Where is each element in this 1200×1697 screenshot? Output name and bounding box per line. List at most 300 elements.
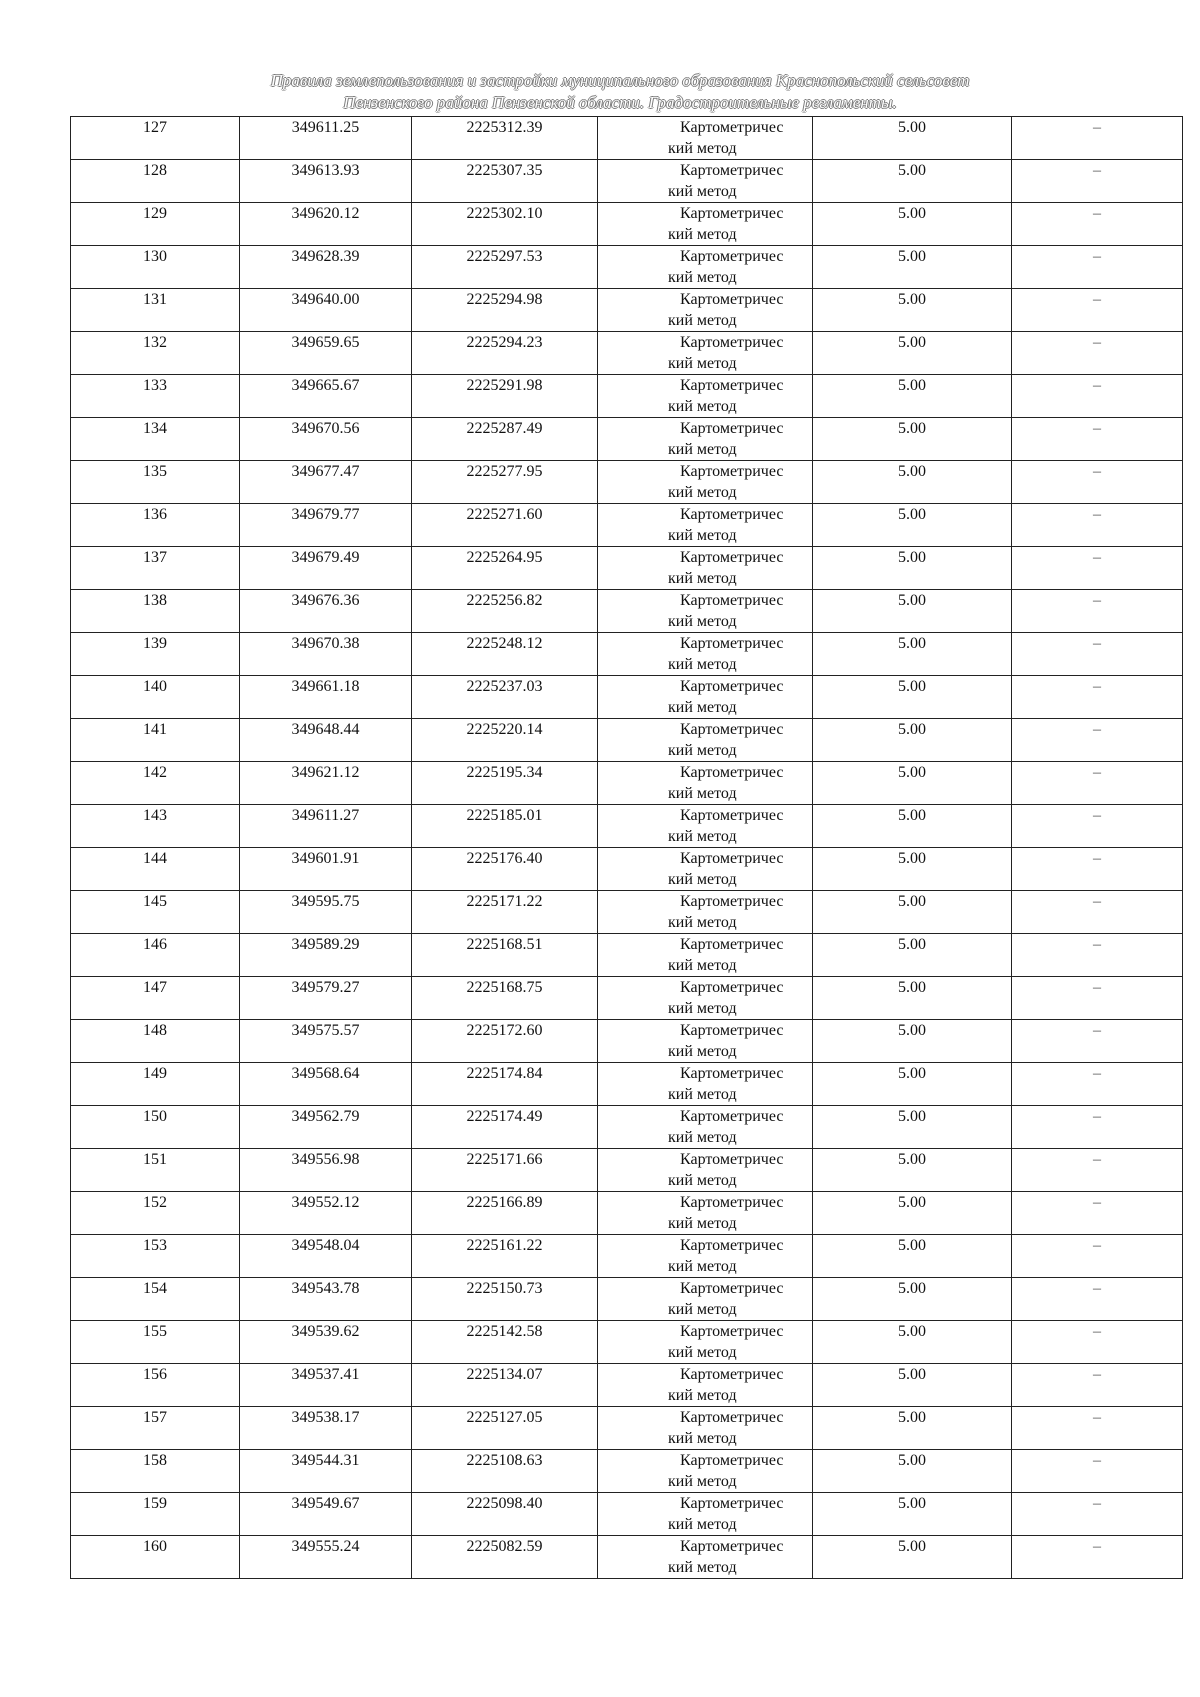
method-line-1: Картометричес	[680, 807, 784, 824]
point-number-cell: 140	[71, 676, 240, 719]
point-number-cell: 130	[71, 246, 240, 289]
description-cell: –	[1012, 977, 1183, 1020]
method-cell	[598, 203, 813, 246]
method-line-2: кий метод	[668, 570, 737, 587]
x-coordinate-cell: 349539.62	[240, 1321, 412, 1364]
y-coordinate-cell: 2225174.49	[412, 1106, 598, 1149]
method-line-1: Картометричес	[680, 549, 784, 566]
y-coordinate-cell: 2225161.22	[412, 1235, 598, 1278]
x-coordinate-cell: 349579.27	[240, 977, 412, 1020]
table-row	[71, 805, 1183, 848]
table-row	[71, 1278, 1183, 1321]
method-line-2: кий метод	[668, 1344, 737, 1361]
method-cell	[598, 977, 813, 1020]
x-coordinate-cell: 349679.77	[240, 504, 412, 547]
description-cell: –	[1012, 762, 1183, 805]
y-coordinate-cell: 2225171.66	[412, 1149, 598, 1192]
method-line-2: кий метод	[668, 613, 737, 630]
x-coordinate-cell: 349549.67	[240, 1493, 412, 1536]
method-cell	[598, 1149, 813, 1192]
point-number-cell: 142	[71, 762, 240, 805]
point-number-cell: 150	[71, 1106, 240, 1149]
method-cell	[598, 461, 813, 504]
description-cell: –	[1012, 289, 1183, 332]
table-row	[71, 1450, 1183, 1493]
table-row	[71, 332, 1183, 375]
table-row	[71, 504, 1183, 547]
precision-cell: 5.00	[813, 246, 1012, 289]
y-coordinate-cell: 2225291.98	[412, 375, 598, 418]
point-number-cell: 151	[71, 1149, 240, 1192]
table-row	[71, 590, 1183, 633]
method-cell	[598, 1450, 813, 1493]
table-row	[71, 676, 1183, 719]
description-cell: –	[1012, 719, 1183, 762]
method-cell	[598, 375, 813, 418]
method-line-2: кий метод	[668, 914, 737, 931]
method-line-1: Картометричес	[680, 119, 784, 136]
point-number-cell: 139	[71, 633, 240, 676]
method-line-1: Картометричес	[680, 1409, 784, 1426]
description-cell: –	[1012, 375, 1183, 418]
table-row	[71, 1106, 1183, 1149]
method-cell	[598, 117, 813, 160]
y-coordinate-cell: 2225307.35	[412, 160, 598, 203]
method-line-1: Картометричес	[680, 850, 784, 867]
table-row	[71, 1192, 1183, 1235]
method-line-2: кий метод	[668, 1129, 737, 1146]
page-header	[0, 70, 1200, 114]
method-line-1: Картометричес	[680, 635, 784, 652]
description-cell: –	[1012, 504, 1183, 547]
y-coordinate-cell: 2225297.53	[412, 246, 598, 289]
precision-cell: 5.00	[813, 719, 1012, 762]
table-row	[71, 1493, 1183, 1536]
header-line-1: Правила землепользования и застройки муниципального образования Краснопольский сельсовет	[270, 71, 970, 90]
y-coordinate-cell: 2225176.40	[412, 848, 598, 891]
table-row	[71, 1020, 1183, 1063]
method-line-2: кий метод	[668, 828, 737, 845]
description-cell: –	[1012, 1063, 1183, 1106]
method-line-2: кий метод	[668, 1387, 737, 1404]
x-coordinate-cell: 349628.39	[240, 246, 412, 289]
x-coordinate-cell: 349555.24	[240, 1536, 412, 1579]
y-coordinate-cell: 2225287.49	[412, 418, 598, 461]
point-number-cell: 154	[71, 1278, 240, 1321]
table-row	[71, 762, 1183, 805]
method-cell	[598, 848, 813, 891]
description-cell: –	[1012, 246, 1183, 289]
method-line-1: Картометричес	[680, 506, 784, 523]
x-coordinate-cell: 349601.91	[240, 848, 412, 891]
method-line-1: Картометричес	[680, 1022, 784, 1039]
x-coordinate-cell: 349679.49	[240, 547, 412, 590]
point-number-cell: 152	[71, 1192, 240, 1235]
precision-cell: 5.00	[813, 762, 1012, 805]
method-line-2: кий метод	[668, 785, 737, 802]
precision-cell: 5.00	[813, 289, 1012, 332]
x-coordinate-cell: 349670.38	[240, 633, 412, 676]
x-coordinate-cell: 349670.56	[240, 418, 412, 461]
description-cell: –	[1012, 848, 1183, 891]
method-line-1: Картометричес	[680, 205, 784, 222]
description-cell: –	[1012, 418, 1183, 461]
method-line-2: кий метод	[668, 1172, 737, 1189]
method-line-2: кий метод	[668, 527, 737, 544]
method-line-1: Картометричес	[680, 1194, 784, 1211]
precision-cell: 5.00	[813, 117, 1012, 160]
method-cell	[598, 1063, 813, 1106]
y-coordinate-cell: 2225166.89	[412, 1192, 598, 1235]
method-cell	[598, 547, 813, 590]
method-cell	[598, 1536, 813, 1579]
point-number-cell: 145	[71, 891, 240, 934]
point-number-cell: 147	[71, 977, 240, 1020]
coordinates-table	[70, 116, 1183, 1579]
description-cell: –	[1012, 934, 1183, 977]
table-row	[71, 1364, 1183, 1407]
point-number-cell: 138	[71, 590, 240, 633]
table-row	[71, 934, 1183, 977]
method-line-1: Картометричес	[680, 721, 784, 738]
header-line-2: Пензенского района Пензенской области. Градостроительные регламенты.	[343, 93, 897, 112]
method-line-2: кий метод	[668, 226, 737, 243]
description-cell: –	[1012, 590, 1183, 633]
method-line-2: кий метод	[668, 312, 737, 329]
table-row	[71, 891, 1183, 934]
precision-cell: 5.00	[813, 891, 1012, 934]
x-coordinate-cell: 349544.31	[240, 1450, 412, 1493]
precision-cell: 5.00	[813, 934, 1012, 977]
point-number-cell: 149	[71, 1063, 240, 1106]
point-number-cell: 148	[71, 1020, 240, 1063]
description-cell: –	[1012, 1020, 1183, 1063]
precision-cell: 5.00	[813, 633, 1012, 676]
point-number-cell: 146	[71, 934, 240, 977]
x-coordinate-cell: 349595.75	[240, 891, 412, 934]
precision-cell: 5.00	[813, 805, 1012, 848]
precision-cell: 5.00	[813, 1407, 1012, 1450]
method-line-1: Картометричес	[680, 291, 784, 308]
description-cell: –	[1012, 1106, 1183, 1149]
x-coordinate-cell: 349677.47	[240, 461, 412, 504]
point-number-cell: 159	[71, 1493, 240, 1536]
table-row	[71, 289, 1183, 332]
point-number-cell: 143	[71, 805, 240, 848]
point-number-cell: 160	[71, 1536, 240, 1579]
description-cell: –	[1012, 1278, 1183, 1321]
method-cell	[598, 590, 813, 633]
method-cell	[598, 1321, 813, 1364]
x-coordinate-cell: 349665.67	[240, 375, 412, 418]
point-number-cell: 156	[71, 1364, 240, 1407]
method-cell	[598, 1106, 813, 1149]
precision-cell: 5.00	[813, 375, 1012, 418]
precision-cell: 5.00	[813, 1450, 1012, 1493]
point-number-cell: 157	[71, 1407, 240, 1450]
method-cell	[598, 891, 813, 934]
y-coordinate-cell: 2225082.59	[412, 1536, 598, 1579]
x-coordinate-cell: 349640.00	[240, 289, 412, 332]
x-coordinate-cell: 349621.12	[240, 762, 412, 805]
y-coordinate-cell: 2225150.73	[412, 1278, 598, 1321]
y-coordinate-cell: 2225171.22	[412, 891, 598, 934]
description-cell: –	[1012, 1149, 1183, 1192]
y-coordinate-cell: 2225271.60	[412, 504, 598, 547]
point-number-cell: 136	[71, 504, 240, 547]
table-body	[71, 117, 1183, 1579]
point-number-cell: 132	[71, 332, 240, 375]
y-coordinate-cell: 2225312.39	[412, 117, 598, 160]
method-line-2: кий метод	[668, 484, 737, 501]
method-cell	[598, 676, 813, 719]
x-coordinate-cell: 349589.29	[240, 934, 412, 977]
y-coordinate-cell: 2225168.51	[412, 934, 598, 977]
description-cell: –	[1012, 1364, 1183, 1407]
y-coordinate-cell: 2225248.12	[412, 633, 598, 676]
x-coordinate-cell: 349538.17	[240, 1407, 412, 1450]
table-row	[71, 633, 1183, 676]
precision-cell: 5.00	[813, 676, 1012, 719]
precision-cell: 5.00	[813, 848, 1012, 891]
method-cell	[598, 1020, 813, 1063]
table-row	[71, 375, 1183, 418]
method-cell	[598, 246, 813, 289]
method-line-1: Картометричес	[680, 1280, 784, 1297]
description-cell: –	[1012, 1407, 1183, 1450]
table-row	[71, 246, 1183, 289]
precision-cell: 5.00	[813, 1192, 1012, 1235]
method-cell	[598, 633, 813, 676]
method-cell	[598, 1407, 813, 1450]
method-line-2: кий метод	[668, 1516, 737, 1533]
point-number-cell: 141	[71, 719, 240, 762]
method-line-2: кий метод	[668, 656, 737, 673]
x-coordinate-cell: 349562.79	[240, 1106, 412, 1149]
table-row	[71, 1063, 1183, 1106]
y-coordinate-cell: 2225277.95	[412, 461, 598, 504]
point-number-cell: 135	[71, 461, 240, 504]
x-coordinate-cell: 349676.36	[240, 590, 412, 633]
precision-cell: 5.00	[813, 1235, 1012, 1278]
precision-cell: 5.00	[813, 203, 1012, 246]
description-cell: –	[1012, 1493, 1183, 1536]
precision-cell: 5.00	[813, 977, 1012, 1020]
method-line-1: Картометричес	[680, 334, 784, 351]
table-row	[71, 160, 1183, 203]
method-cell	[598, 160, 813, 203]
point-number-cell: 129	[71, 203, 240, 246]
method-line-1: Картометричес	[680, 979, 784, 996]
method-line-2: кий метод	[668, 355, 737, 372]
method-line-2: кий метод	[668, 1043, 737, 1060]
method-line-2: кий метод	[668, 1215, 737, 1232]
y-coordinate-cell: 2225172.60	[412, 1020, 598, 1063]
method-cell	[598, 762, 813, 805]
description-cell: –	[1012, 547, 1183, 590]
method-cell	[598, 1364, 813, 1407]
method-line-2: кий метод	[668, 1430, 737, 1447]
method-line-1: Картометричес	[680, 678, 784, 695]
method-line-2: кий метод	[668, 957, 737, 974]
precision-cell: 5.00	[813, 547, 1012, 590]
method-line-1: Картометричес	[680, 1495, 784, 1512]
y-coordinate-cell: 2225142.58	[412, 1321, 598, 1364]
description-cell: –	[1012, 203, 1183, 246]
y-coordinate-cell: 2225294.98	[412, 289, 598, 332]
description-cell: –	[1012, 117, 1183, 160]
point-number-cell: 128	[71, 160, 240, 203]
method-cell	[598, 805, 813, 848]
table-row	[71, 848, 1183, 891]
point-number-cell: 127	[71, 117, 240, 160]
method-line-2: кий метод	[668, 269, 737, 286]
precision-cell: 5.00	[813, 1493, 1012, 1536]
point-number-cell: 155	[71, 1321, 240, 1364]
description-cell: –	[1012, 891, 1183, 934]
precision-cell: 5.00	[813, 1063, 1012, 1106]
method-cell	[598, 1192, 813, 1235]
description-cell: –	[1012, 633, 1183, 676]
precision-cell: 5.00	[813, 160, 1012, 203]
precision-cell: 5.00	[813, 461, 1012, 504]
method-line-2: кий метод	[668, 871, 737, 888]
method-line-2: кий метод	[668, 1301, 737, 1318]
description-cell: –	[1012, 1192, 1183, 1235]
x-coordinate-cell: 349548.04	[240, 1235, 412, 1278]
method-line-2: кий метод	[668, 1258, 737, 1275]
y-coordinate-cell: 2225220.14	[412, 719, 598, 762]
method-line-1: Картометричес	[680, 893, 784, 910]
y-coordinate-cell: 2225185.01	[412, 805, 598, 848]
point-number-cell: 131	[71, 289, 240, 332]
y-coordinate-cell: 2225168.75	[412, 977, 598, 1020]
description-cell: –	[1012, 332, 1183, 375]
method-line-2: кий метод	[668, 441, 737, 458]
x-coordinate-cell: 349659.65	[240, 332, 412, 375]
x-coordinate-cell: 349648.44	[240, 719, 412, 762]
method-line-2: кий метод	[668, 742, 737, 759]
x-coordinate-cell: 349661.18	[240, 676, 412, 719]
point-number-cell: 153	[71, 1235, 240, 1278]
point-number-cell: 144	[71, 848, 240, 891]
precision-cell: 5.00	[813, 1321, 1012, 1364]
y-coordinate-cell: 2225108.63	[412, 1450, 598, 1493]
point-number-cell: 134	[71, 418, 240, 461]
table-row	[71, 461, 1183, 504]
precision-cell: 5.00	[813, 418, 1012, 461]
method-cell	[598, 1278, 813, 1321]
y-coordinate-cell: 2225264.95	[412, 547, 598, 590]
point-number-cell: 158	[71, 1450, 240, 1493]
description-cell: –	[1012, 160, 1183, 203]
method-line-2: кий метод	[668, 1473, 737, 1490]
y-coordinate-cell: 2225256.82	[412, 590, 598, 633]
method-line-1: Картометричес	[680, 162, 784, 179]
precision-cell: 5.00	[813, 590, 1012, 633]
precision-cell: 5.00	[813, 504, 1012, 547]
table-row	[71, 1321, 1183, 1364]
table-row	[71, 203, 1183, 246]
precision-cell: 5.00	[813, 1106, 1012, 1149]
method-line-2: кий метод	[668, 1559, 737, 1576]
description-cell: –	[1012, 1536, 1183, 1579]
precision-cell: 5.00	[813, 332, 1012, 375]
method-line-1: Картометричес	[680, 1237, 784, 1254]
description-cell: –	[1012, 805, 1183, 848]
x-coordinate-cell: 349568.64	[240, 1063, 412, 1106]
x-coordinate-cell: 349620.12	[240, 203, 412, 246]
method-cell	[598, 934, 813, 977]
method-line-1: Картометричес	[680, 1108, 784, 1125]
point-number-cell: 137	[71, 547, 240, 590]
y-coordinate-cell: 2225302.10	[412, 203, 598, 246]
method-line-1: Картометричес	[680, 1538, 784, 1555]
x-coordinate-cell: 349543.78	[240, 1278, 412, 1321]
method-line-2: кий метод	[668, 1086, 737, 1103]
precision-cell: 5.00	[813, 1536, 1012, 1579]
y-coordinate-cell: 2225294.23	[412, 332, 598, 375]
description-cell: –	[1012, 1321, 1183, 1364]
x-coordinate-cell: 349613.93	[240, 160, 412, 203]
y-coordinate-cell: 2225134.07	[412, 1364, 598, 1407]
method-line-1: Картометричес	[680, 1151, 784, 1168]
method-line-1: Картометричес	[680, 1366, 784, 1383]
method-cell	[598, 289, 813, 332]
x-coordinate-cell: 349575.57	[240, 1020, 412, 1063]
method-line-2: кий метод	[668, 140, 737, 157]
method-line-1: Картометричес	[680, 377, 784, 394]
method-line-1: Картометричес	[680, 592, 784, 609]
method-line-1: Картометричес	[680, 1323, 784, 1340]
description-cell: –	[1012, 1235, 1183, 1278]
table-row	[71, 418, 1183, 461]
method-cell	[598, 332, 813, 375]
point-number-cell: 133	[71, 375, 240, 418]
x-coordinate-cell: 349556.98	[240, 1149, 412, 1192]
method-line-2: кий метод	[668, 699, 737, 716]
method-cell	[598, 1235, 813, 1278]
method-line-2: кий метод	[668, 183, 737, 200]
table-row	[71, 977, 1183, 1020]
method-cell	[598, 504, 813, 547]
y-coordinate-cell: 2225098.40	[412, 1493, 598, 1536]
y-coordinate-cell: 2225127.05	[412, 1407, 598, 1450]
table-row	[71, 1235, 1183, 1278]
method-line-1: Картометричес	[680, 764, 784, 781]
table-row	[71, 547, 1183, 590]
x-coordinate-cell: 349552.12	[240, 1192, 412, 1235]
table-row	[71, 719, 1183, 762]
y-coordinate-cell: 2225174.84	[412, 1063, 598, 1106]
method-line-1: Картометричес	[680, 420, 784, 437]
precision-cell: 5.00	[813, 1278, 1012, 1321]
method-line-1: Картометричес	[680, 248, 784, 265]
description-cell: –	[1012, 1450, 1183, 1493]
method-line-1: Картометричес	[680, 463, 784, 480]
method-line-2: кий метод	[668, 398, 737, 415]
table-row	[71, 117, 1183, 160]
method-line-2: кий метод	[668, 1000, 737, 1017]
x-coordinate-cell: 349537.41	[240, 1364, 412, 1407]
method-cell	[598, 418, 813, 461]
x-coordinate-cell: 349611.25	[240, 117, 412, 160]
precision-cell: 5.00	[813, 1149, 1012, 1192]
method-cell	[598, 1493, 813, 1536]
table-row	[71, 1407, 1183, 1450]
description-cell: –	[1012, 461, 1183, 504]
precision-cell: 5.00	[813, 1020, 1012, 1063]
